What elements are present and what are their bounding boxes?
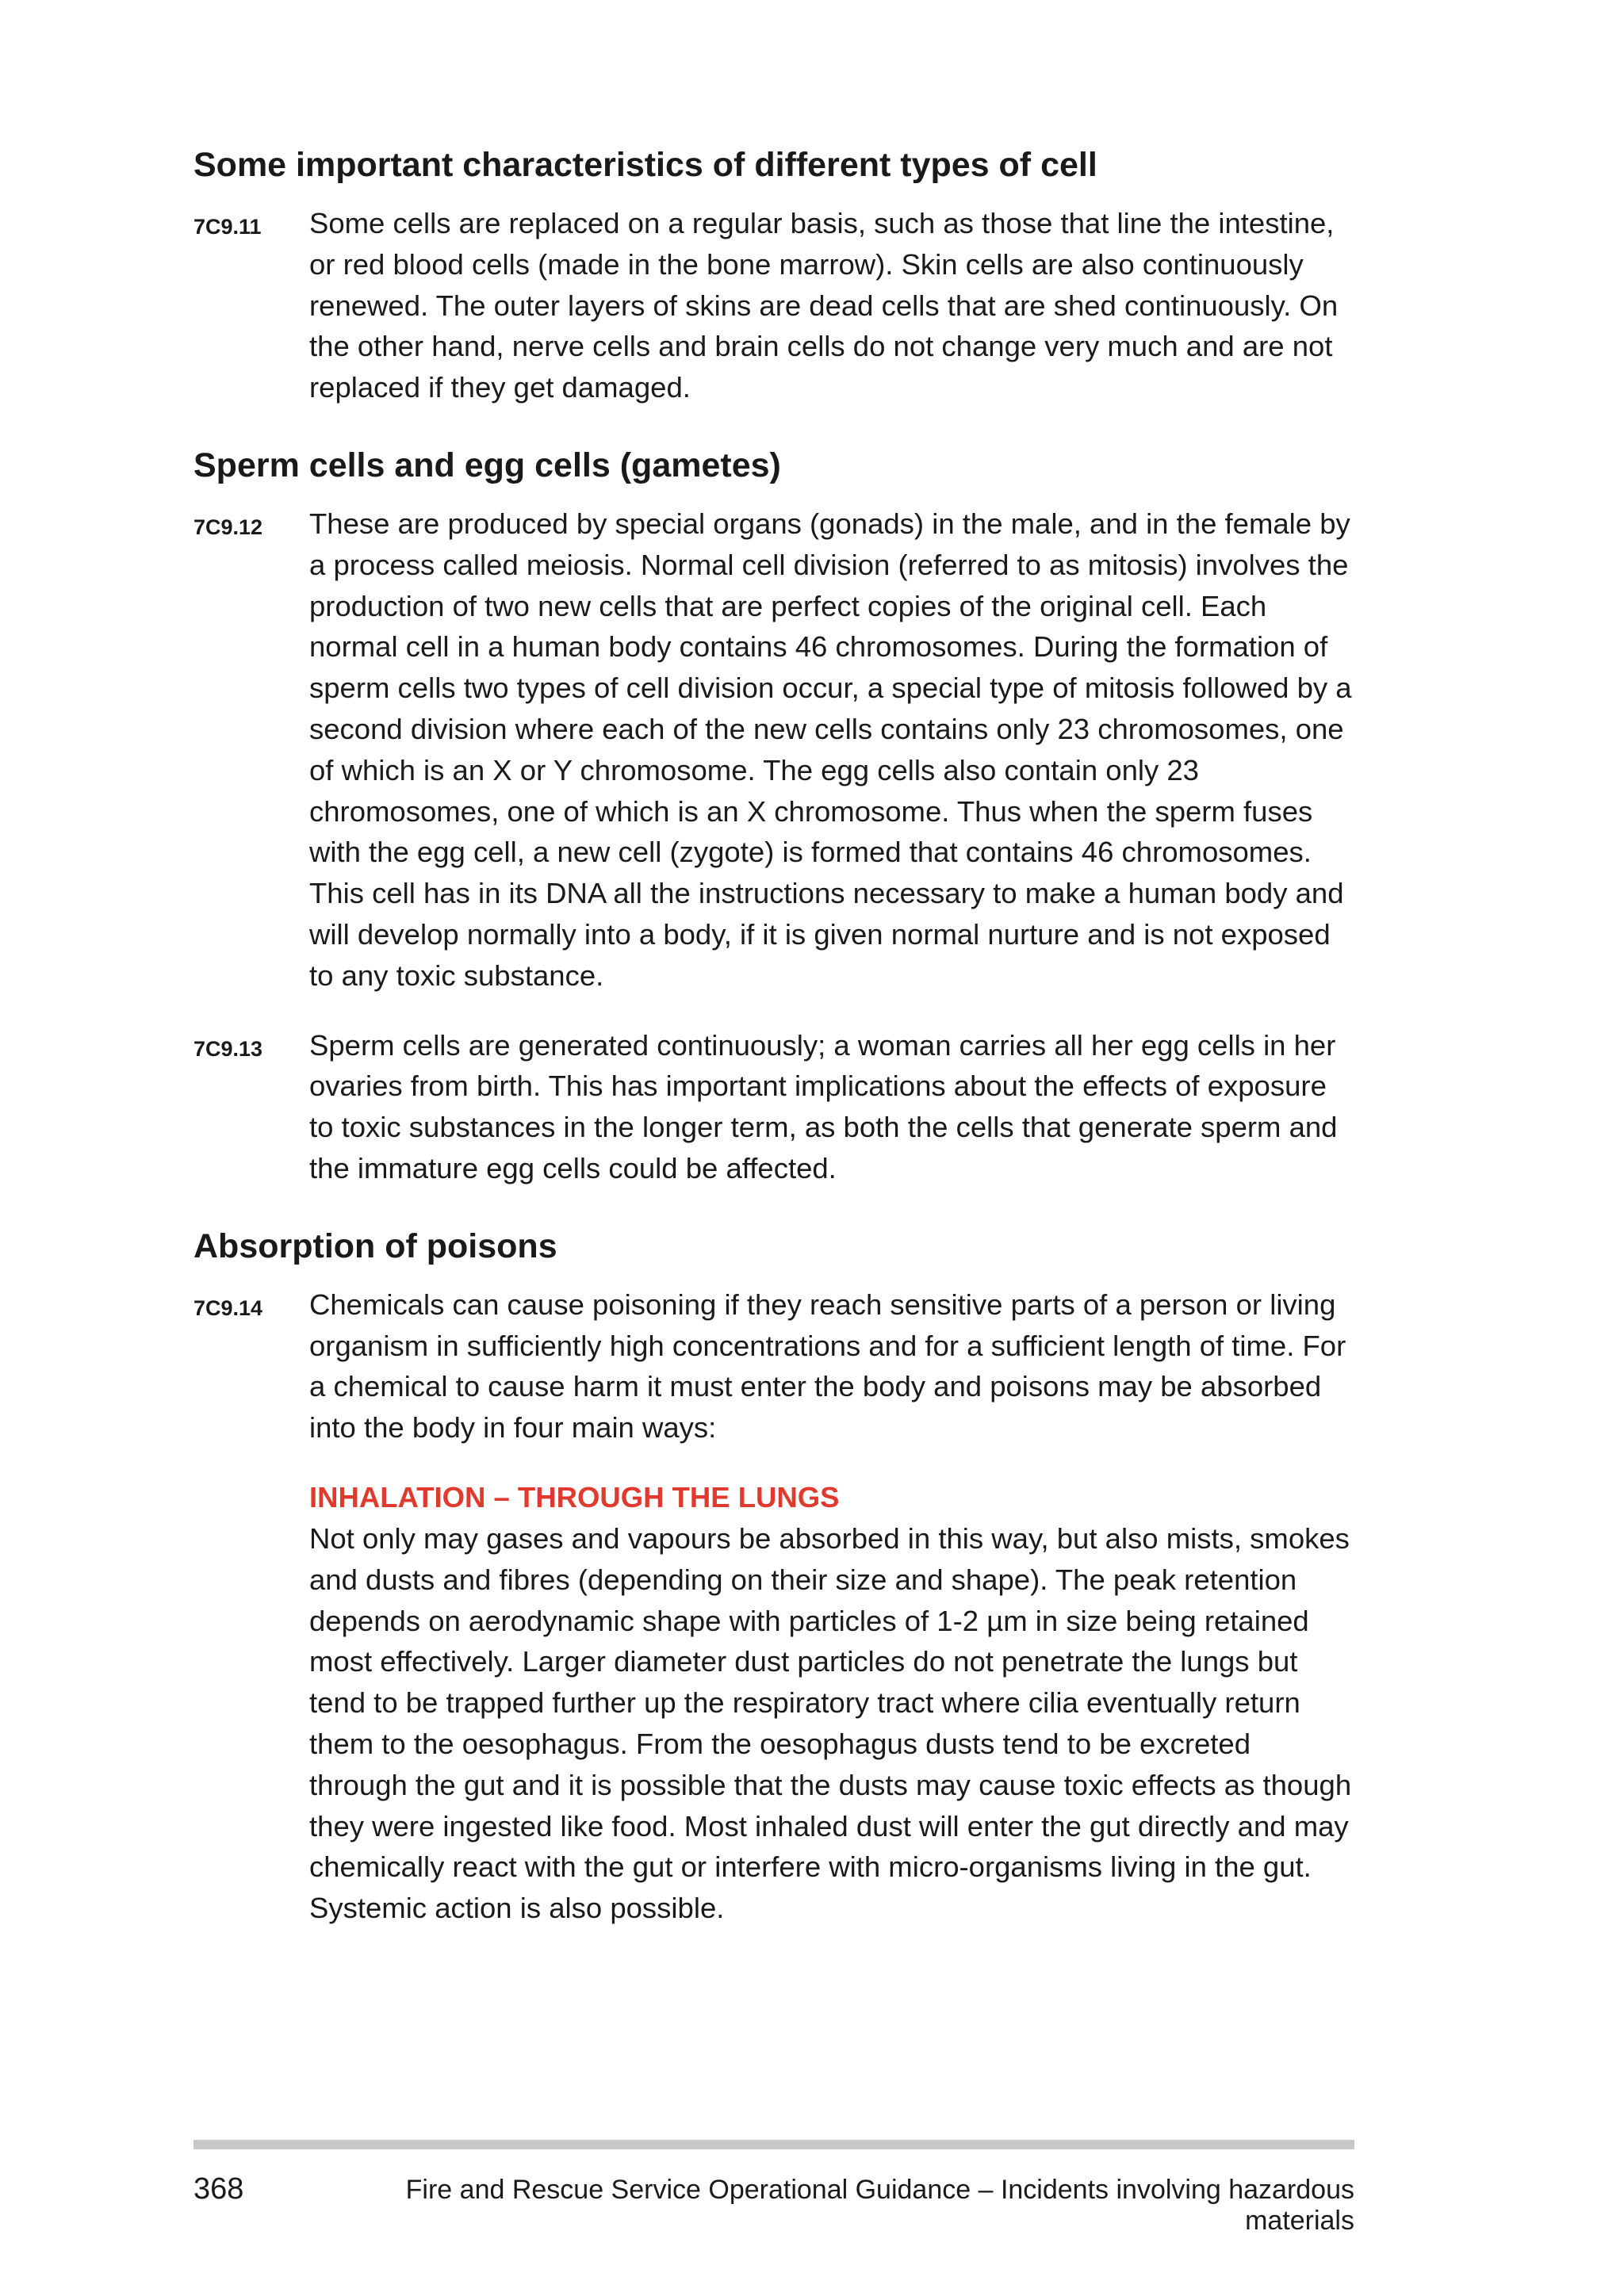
subsection-text: Not only may gases and vapours be absorbed in this way, but also mists, smokes and dusts and fibres (depending on their size and shape). The peak retention depends on aerodynamic shape with particles of 1-2 µm in size being retained most effectively. Larger diameter dust particles do not penetrate the lungs but tend to be trapped further up the respiratory tract where cilia eventually return them to the oesophagus. From the oesophagus dusts tend to be excreted through the gut and it is possible that the dusts may cause toxic effects as though they were ingested like food. Most inhaled dust will enter the gut directly and may chemically react with the gut or interfere with micro-organisms living in the gut. Systemic action is also possible. [309, 1521, 1352, 1925]
paragraph-text: Chemicals can cause poisoning if they reach sensitive parts of a person or living organism in sufficiently high concentrations and for a sufficient length of time. For a chemical to cause harm it must enter the body and poisons may be absorbed into the body in four main ways: [309, 1288, 1346, 1445]
paragraph [193, 503, 1354, 997]
paragraph [193, 203, 1354, 408]
page-content [193, 143, 1354, 1964]
section-cell-characteristics [193, 143, 1354, 408]
page-number: 368 [193, 2172, 244, 2206]
section-gametes [193, 443, 1354, 1189]
paragraph [193, 1284, 1354, 1448]
paragraph-number: 7C9.12 [193, 515, 263, 539]
subsection-heading: INHALATION – THROUGH THE LUNGS [309, 1480, 840, 1513]
page-footer [193, 2172, 1354, 2237]
paragraph-text: Sperm cells are generated continuously; a woman carries all her egg cells in her ovaries from birth. This has important implications about the effects of exposure to toxic substances in the longer term, as both the cells that generate sperm and the immature egg cells could be affected. [309, 1028, 1338, 1184]
paragraph-number: 7C9.11 [193, 215, 262, 239]
section-heading: Absorption of poisons [193, 1226, 557, 1265]
subsection-inhalation [193, 1477, 1354, 1929]
paragraph-number: 7C9.13 [193, 1036, 263, 1061]
section-heading: Sperm cells and egg cells (gametes) [193, 446, 781, 484]
footer-divider [193, 2140, 1354, 2149]
paragraph [193, 1025, 1354, 1189]
section-heading: Some important characteristics of different types of cell [193, 146, 1097, 184]
section-absorption-of-poisons [193, 1224, 1354, 1929]
paragraph-text: Some cells are replaced on a regular basis, such as those that line the intestine, or red blood cells (made in the bone marrow). Skin cells are also continuously renewed. The outer layers of skins are dead cells that are shed continuously. On the other hand, nerve cells and brain cells do not change very much and are not replaced if they get damaged. [309, 207, 1339, 404]
paragraph-text: These are produced by special organs (gonads) in the male, and in the female by a process called meiosis. Normal cell division (referred to as mitosis) involves the production of two new cells that are perfect copies of the original cell. Each normal cell in a human body contains 46 chromosomes. During the formation of sperm cells two types of cell division occur, a special type of mitosis followed by a second division where each of the new cells contains only 23 chromosomes, one of which is an X or Y chromosome. The egg cells also contain only 23 chromosomes, one of which is an X chromosome. Thus when the sperm fuses with the egg cell, a new cell (zygote) is formed that contains 46 chromosomes. This cell has in its DNA all the instructions necessary to make a human body and will develop normally into a body, if it is given normal nurture and is not exposed to any toxic substance. [309, 507, 1352, 992]
paragraph-number: 7C9.14 [193, 1295, 263, 1320]
footer-title: Fire and Rescue Service Operational Guidance – Incidents involving hazardous materials [405, 2175, 1354, 2236]
